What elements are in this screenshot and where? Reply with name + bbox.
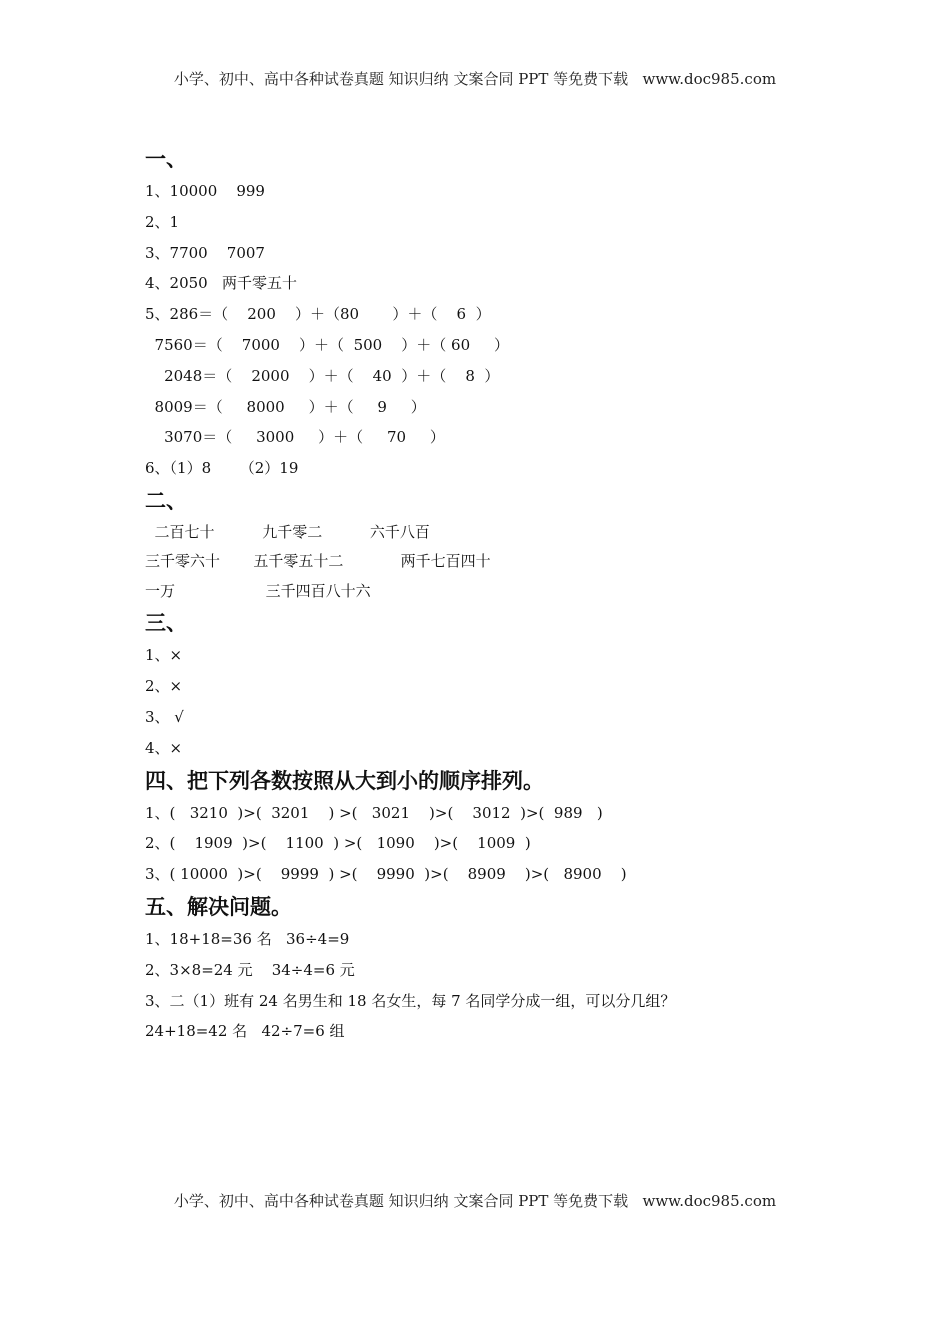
page-footer: 小学、初中、高中各种试卷真题 知识归纳 文案合同 PPT 等免费下载 www.doc985.com bbox=[173, 1192, 777, 1210]
page-header: 小学、初中、高中各种试卷真题 知识归纳 文案合同 PPT 等免费下载 www.doc985.com bbox=[173, 70, 777, 88]
answer-content bbox=[145, 142, 845, 1047]
answer-line: 1、10000 999 bbox=[145, 182, 265, 200]
section-title: 三、 bbox=[145, 611, 187, 636]
section-5 bbox=[145, 890, 845, 1047]
answer-line: 7560＝（ 7000 ）＋（ 500 ）＋（ 60 ） bbox=[145, 335, 509, 354]
section-title: 一、 bbox=[145, 147, 187, 171]
answer-line: 6、（1）8 （2）19 bbox=[145, 459, 299, 478]
answer-line: 3、( 10000 )>( 9999 ) >( 9990 )>( 8909 )>( 8900 ) bbox=[145, 865, 627, 884]
answer-line: 2、3×8=24 元 34÷4=6 元 bbox=[145, 960, 355, 979]
answer-line: 2、1 bbox=[145, 212, 180, 231]
answer-line: 一万 三千四百八十六 bbox=[145, 581, 371, 600]
answer-line: 二百七十 九千零二 六千八百 bbox=[145, 522, 430, 541]
answer-line: 3、7700 7007 bbox=[145, 243, 265, 262]
section-title: 四、把下列各数按照从大到小的顺序排列。 bbox=[145, 768, 544, 793]
answer-line: 2048＝（ 2000 ）＋（ 40 ）＋（ 8 ） bbox=[145, 366, 500, 385]
section-1 bbox=[145, 142, 845, 484]
section-4 bbox=[145, 764, 845, 890]
answer-line: 3、 √ bbox=[145, 708, 184, 727]
answer-line: 4、× bbox=[145, 738, 183, 757]
answer-line: 24+18=42 名 42÷7=6 组 bbox=[145, 1022, 345, 1041]
answer-line: 2、× bbox=[145, 677, 183, 696]
answer-line: 1、× bbox=[145, 646, 183, 665]
answer-line: 8009＝（ 8000 ）＋（ 9 ） bbox=[145, 397, 426, 416]
section-2 bbox=[145, 484, 845, 607]
answer-line: 3、二（1）班有 24 名男生和 18 名女生，每 7 名同学分成一组，可以分几组？ bbox=[145, 991, 676, 1010]
answer-line: 3070＝（ 3000 ）＋（ 70 ） bbox=[145, 428, 445, 447]
answer-line: 2、( 1909 )>( 1100 ) >( 1090 )>( 1009 ) bbox=[145, 834, 531, 853]
section-title: 二、 bbox=[145, 488, 187, 513]
section-title: 五、解决问题。 bbox=[145, 895, 292, 920]
answer-line: 1、( 3210 )>( 3201 ) >( 3021 )>( 3012 )>( 989 ) bbox=[145, 803, 603, 822]
answer-line: 三千零六十 五千零五十二 两千七百四十 bbox=[145, 552, 491, 571]
answer-line: 5、286＝（ 200 ）＋（80 ）＋（ 6 ） bbox=[145, 305, 491, 324]
answer-line: 1、18+18=36 名 36÷4=9 bbox=[145, 930, 350, 949]
answer-line: 4、2050 两千零五十 bbox=[145, 274, 298, 293]
section-3 bbox=[145, 606, 845, 763]
